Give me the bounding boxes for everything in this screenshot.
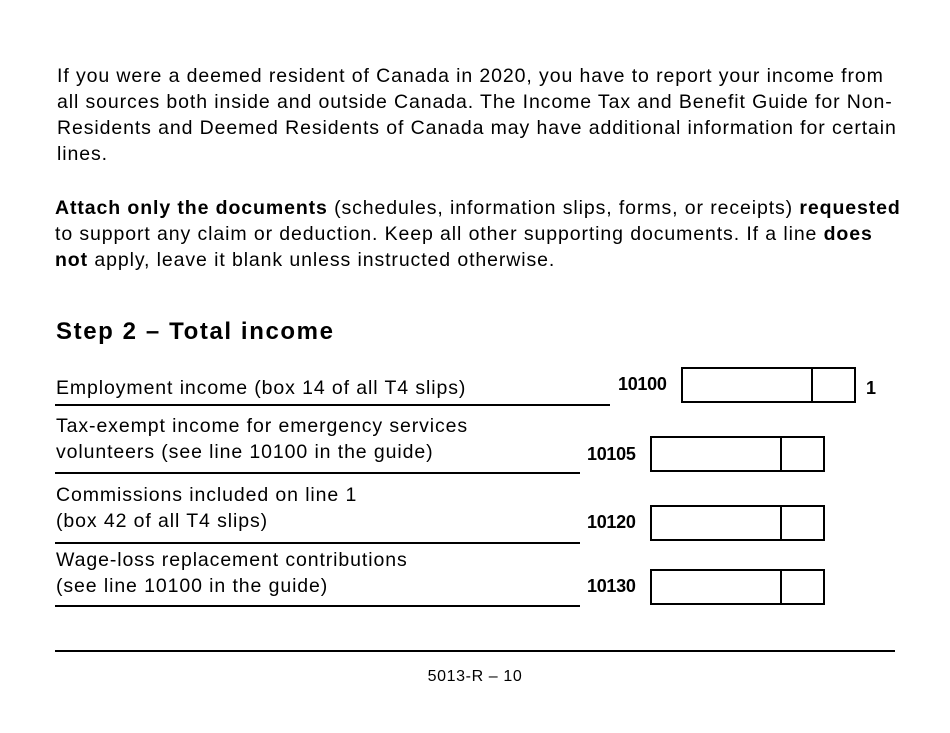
line-10120-label-line2: (box 42 of all T4 slips) (56, 510, 268, 532)
line-10100-amount-field[interactable] (681, 367, 856, 403)
intro-paragraph: If you were a deemed resident of Canada in 2020, you have to report your income from all sources both inside and outside Canada. The Income Tax and Benefit Guide for Non-Residents and Deemed Residents of Canada may have additional information for certain lines. (57, 65, 897, 165)
line-10130-rule (55, 605, 580, 607)
line-10120-cents-divider (780, 507, 782, 539)
line-10105-cents-divider (780, 438, 782, 470)
attach-text-2: to support any claim or deduction. Keep all other supporting documents. If a line (55, 223, 824, 245)
line-10105-code: 10105 (587, 444, 636, 464)
line-10100-rule (55, 404, 610, 406)
line-10120-label-line1: Commissions included on line 1 (56, 484, 358, 506)
line-10105-label (56, 413, 468, 465)
line-10100-code: 10100 (618, 374, 667, 394)
footer-rule (55, 650, 895, 652)
line-10120-label (56, 482, 357, 534)
requested-bold: requested (799, 197, 901, 219)
line-10130-label-line2: (see line 10100 in the guide) (56, 575, 329, 597)
attach-text-1: (schedules, information slips, forms, or receipts) (327, 197, 800, 219)
line-10120-rule (55, 542, 580, 544)
attach-documents-paragraph (55, 195, 905, 273)
step-title: Step 2 – Total income (56, 318, 335, 345)
line-10100-label (56, 375, 466, 401)
line-10100-cents-divider (811, 369, 813, 401)
line-10130-code: 10130 (587, 576, 636, 596)
line-10120-amount-field[interactable] (650, 505, 825, 541)
line-10105-rule (55, 472, 580, 474)
line-ref-number: 1 (866, 378, 877, 398)
line-10130-label-line1: Wage-loss replacement contributions (56, 549, 408, 571)
line-10130-cents-divider (780, 571, 782, 603)
line-10105-label-line2: volunteers (see line 10100 in the guide) (56, 441, 434, 463)
does-not-bold: does not (55, 223, 873, 271)
line-10130-amount-field[interactable] (650, 569, 825, 605)
page-number: 5013-R – 10 (427, 668, 523, 685)
line-10100-label-text: Employment income (box 14 of all T4 slips) (56, 377, 467, 399)
attach-bold: Attach only the documents (55, 197, 328, 219)
line-10105-amount-field[interactable] (650, 436, 825, 472)
line-10105-label-line1: Tax-exempt income for emergency services (56, 415, 469, 437)
attach-text-3: apply, leave it blank unless instructed otherwise. (88, 249, 556, 271)
line-10120-code: 10120 (587, 512, 636, 532)
line-10130-label (56, 547, 408, 599)
